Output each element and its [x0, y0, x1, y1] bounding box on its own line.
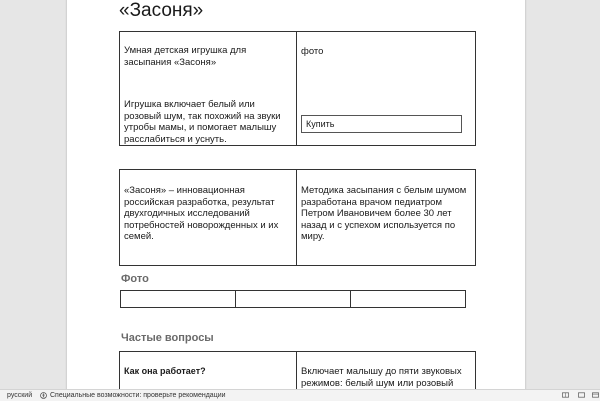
info-right-cell: Методика засыпания с белым шумом разработана врачом педиатром Петром Ивановичем более 30 лет назад и с успехом используется по миру. — [297, 170, 476, 266]
photo-placeholder-label: фото — [301, 46, 324, 57]
language-indicator[interactable]: русский — [7, 392, 33, 399]
web-layout-icon[interactable] — [592, 392, 599, 398]
photo-cell-3[interactable] — [351, 291, 466, 308]
accessibility-icon[interactable] — [40, 392, 47, 399]
print-layout-icon[interactable] — [578, 392, 585, 398]
status-bar — [0, 389, 600, 401]
product-table — [119, 31, 476, 146]
document-page[interactable] — [67, 0, 525, 389]
photo-cell-1[interactable] — [121, 291, 236, 308]
faq-question: Как она работает? — [120, 352, 297, 390]
info-table — [119, 169, 476, 266]
faq-section-title: Частые вопросы — [121, 332, 214, 344]
product-photo-cell — [297, 32, 476, 146]
product-name: Умная детская игрушка для засыпания «Засоня» — [124, 45, 247, 68]
read-mode-icon[interactable] — [562, 392, 569, 398]
info-left-cell: «Засоня» – инновационная российская разработка, результат двухгодичных исследований потребностей новорожденных и их семей. — [120, 170, 297, 266]
product-description: Игрушка включает белый или розовый шум, так похожий на звуки утробы мамы, и помогает малышу расслабиться и уснуть. — [124, 99, 281, 145]
photo-cell-2[interactable] — [236, 291, 351, 308]
document-title: «Засоня» — [119, 0, 204, 21]
photo-gallery-table — [120, 290, 466, 308]
faq-table — [119, 351, 476, 389]
product-info-cell — [120, 32, 297, 146]
accessibility-status-text[interactable]: Специальные возможности: проверьте рекомендации — [50, 392, 226, 399]
photo-section-title: Фото — [121, 273, 149, 285]
faq-answer: Включает малышу до пяти звуковых режимов: белый шум или розовый — [297, 352, 476, 390]
buy-button[interactable]: Купить — [301, 115, 462, 133]
